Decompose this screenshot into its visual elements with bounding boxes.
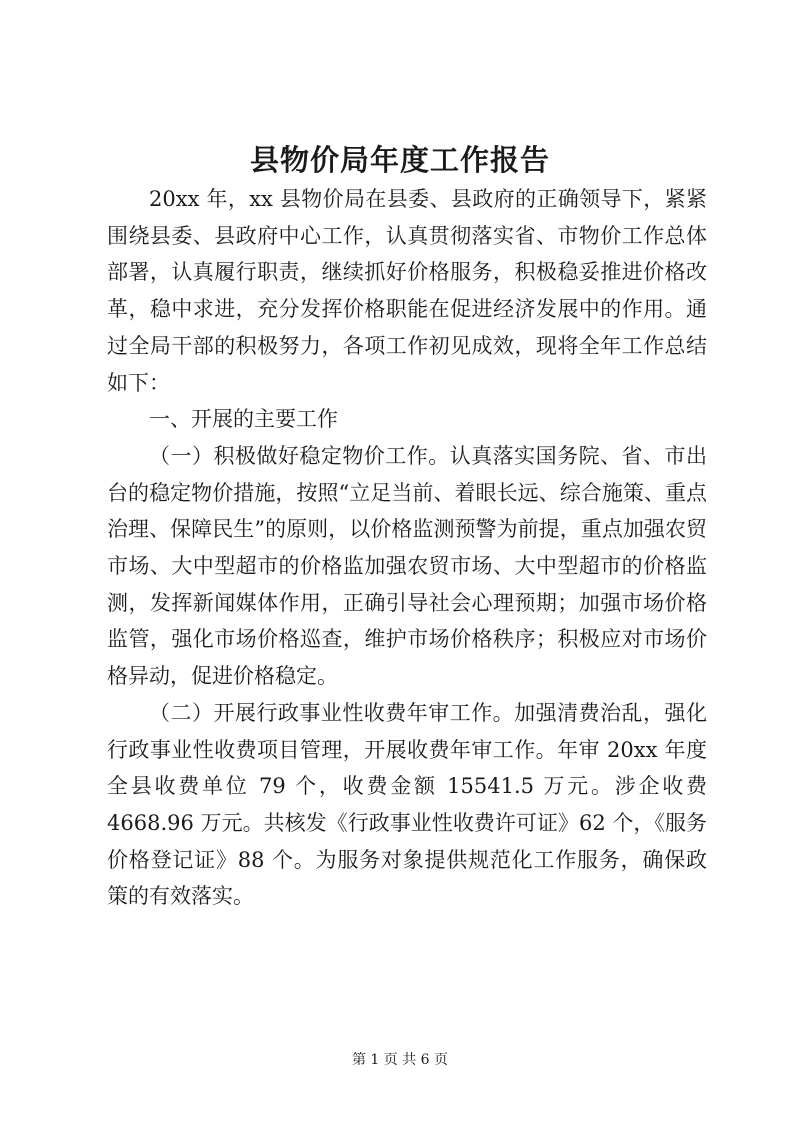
intro-paragraph: 20xx 年，xx 县物价局在县委、县政府的正确领导下，紧紧围绕县委、县政府中心工作，认真贯彻落实省、市物价工作总体部署，认真履行职责，继续抓好价格服务，积极稳妥推进价格改革，稳中求进，充分发挥价格职能在促进经济发展中的作用。通过全局干部的积极努力，各项工作初见成效，现将全年工作总结如下： (107, 187, 707, 395)
paragraph-price-stability: （一）积极做好稳定物价工作。认真落实国务院、省、市出台的稳定物价措施，按照“立足当前、着眼长远、综合施策、重点治理、保障民生”的原则，以价格监测预警为前提，重点加强农贸市场、大中型超市的价格监加强农贸市场、大中型超市的价格监测，发挥新闻媒体作用，正确引导社会心理预期；加强市场价格监管，强化市场价格巡查，维护市场价格秩序；积极应对市场价格异动，促进价格稳定。 (107, 443, 707, 689)
document-title: 县物价局年度工作报告 (249, 143, 550, 177)
paragraph-fee-review: （二）开展行政事业性收费年审工作。加强清费治乱，强化行政事业性收费项目管理，开展收费年审工作。年审 20xx 年度全县收费单位 79 个，收费金额 15541.5 万元。涉企收费 4668.96 万元。共核发《行政事业性收费许可证》62 个，《服务价格登记证》88 个。为服务对象提供规范化工作服务，确保政策的有效落实。 (107, 700, 707, 909)
page-number: 第 1 页 共 6 页 (351, 1052, 449, 1068)
document-body (107, 181, 707, 915)
section-heading: 一、开展的主要工作 (149, 407, 338, 432)
